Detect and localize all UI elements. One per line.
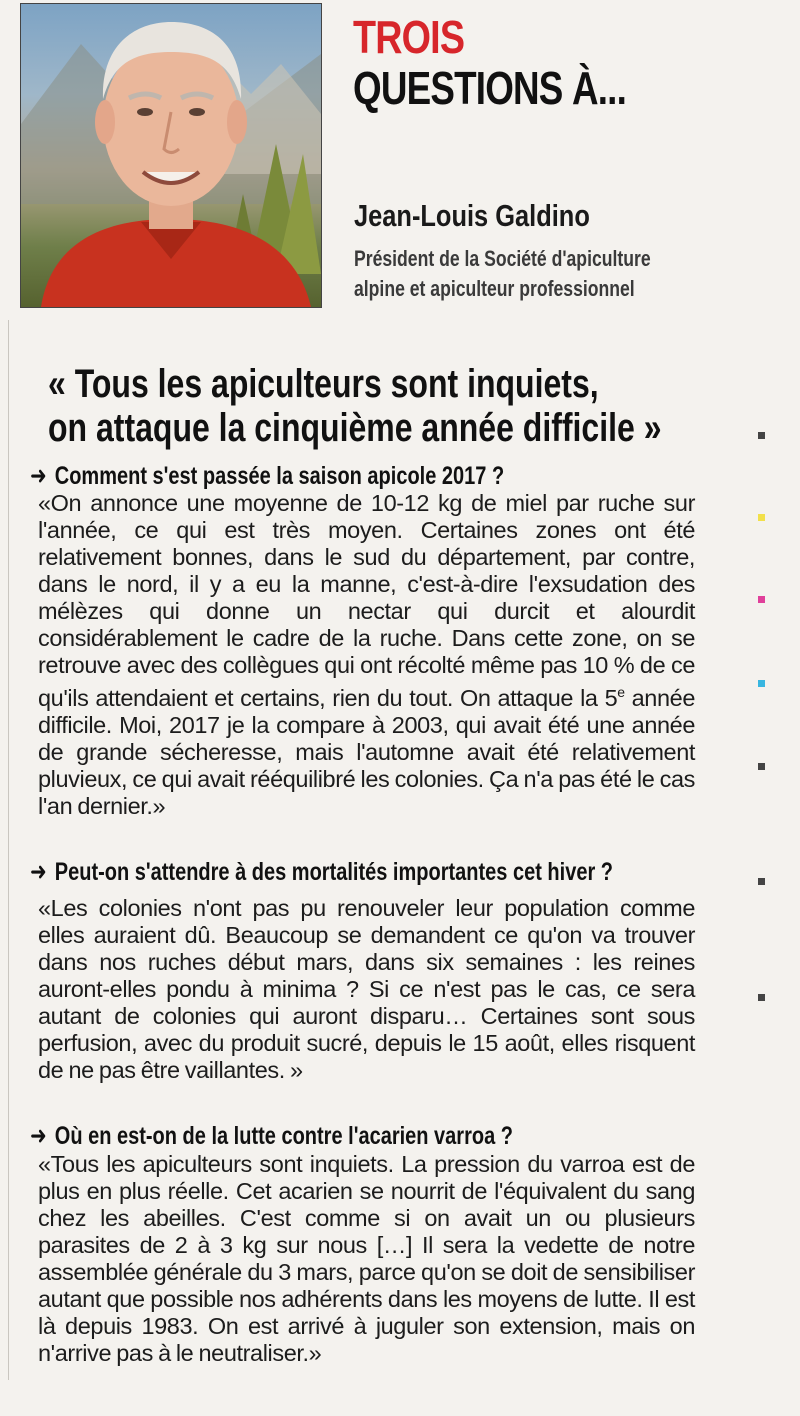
question-3-text: Où en est-on de la lutte contre l'acarien varroa ? (54, 1122, 513, 1150)
registration-mark (758, 878, 765, 885)
answer-1: «On annonce une moyenne de 10-12 kg de miel par ruche sur l'année, ce qui est très moyen. Certaines zones ont été relativement bonnes, dans le sud du département, par contre, dans le nord, il y a eu la manne, c'est-à-dire l'exsudation des mélèzes qui donne un nectar qui durcit et alourdit considérablement le cadre de la ruche. Dans cette zone, on se retrouve avec des collègues qui ont récolté même pas 10 % de ce qu'ils attendaient et certains, rien du tout. On attaque la 5e année difficile. Moi, 2017 je la compare à 2003, qui avait été une année de grande sécheresse, mais l'automne avait été relativement pluvieux, ce qui avait rééquilibré les colonies. Ça n'a pas été le cas l'an dernier.» (38, 490, 695, 819)
headline-line-1: « Tous les apiculteurs sont inquiets, (48, 362, 599, 406)
registration-mark (758, 596, 765, 603)
registration-mark (758, 763, 765, 770)
arrow-right-icon: ➜ (30, 1122, 47, 1150)
registration-mark (758, 680, 765, 687)
registration-mark (758, 994, 765, 1001)
interviewee-name: Jean-Louis Galdino (354, 198, 590, 233)
headline (48, 362, 661, 450)
arrow-right-icon: ➜ (30, 858, 47, 886)
interviewee-role-line-2: alpine et apiculteur professionnel (354, 276, 635, 301)
portrait-photo (20, 3, 322, 308)
arrow-right-icon: ➜ (30, 462, 47, 490)
question-3 (30, 1121, 513, 1151)
kicker-trois: TROIS (353, 11, 465, 63)
headline-line-2: on attaque la cinquième année difficile » (48, 406, 662, 450)
question-2 (30, 857, 613, 887)
registration-mark (758, 432, 765, 439)
portrait-illustration (21, 4, 321, 307)
interviewee-role-line-1: Président de la Société d'apiculture (354, 246, 651, 271)
answer-3: «Tous les apiculteurs sont inquiets. La pression du varroa est de plus en plus réelle. Cet acarien se nourrit de l'équivalent du sang chez les abeilles. C'est comme si on avait un ou plusieurs parasites de 2 à 3 kg sur nous […] Il sera la vedette de notre assemblée générale du 3 mars, parce qu'on se doit de sensibiliser autant que possible nos adhérents dans les moyens de lutte. Il est là depuis 1983. On est arrivé à juguler son extension, mais on n'arrive pas à le neutraliser.» (38, 1151, 695, 1366)
question-1-text: Comment s'est passée la saison apicole 2017 ? (54, 462, 505, 490)
column-rule (8, 320, 9, 1380)
answer-2: «Les colonies n'ont pas pu renouveler leur population comme elles auraient dû. Beaucoup se demandent ce qu'on va trouver dans nos ruches début mars, dans six semaines : les reines auront-elles pondu à minima ? Si ce n'est pas le cas, ce sera autant de colonies qui auront disparu… Certaines sont sous perfusion, avec du produit sucré, depuis le 15 août, elles risquent de ne pas être vaillantes. » (38, 895, 695, 1083)
question-1 (30, 461, 504, 491)
question-2-text: Peut-on s'attendre à des mortalités importantes cet hiver ? (54, 858, 613, 886)
registration-mark (758, 514, 765, 521)
interviewee-role (354, 244, 651, 304)
kicker-questions: QUESTIONS À... (353, 62, 627, 114)
